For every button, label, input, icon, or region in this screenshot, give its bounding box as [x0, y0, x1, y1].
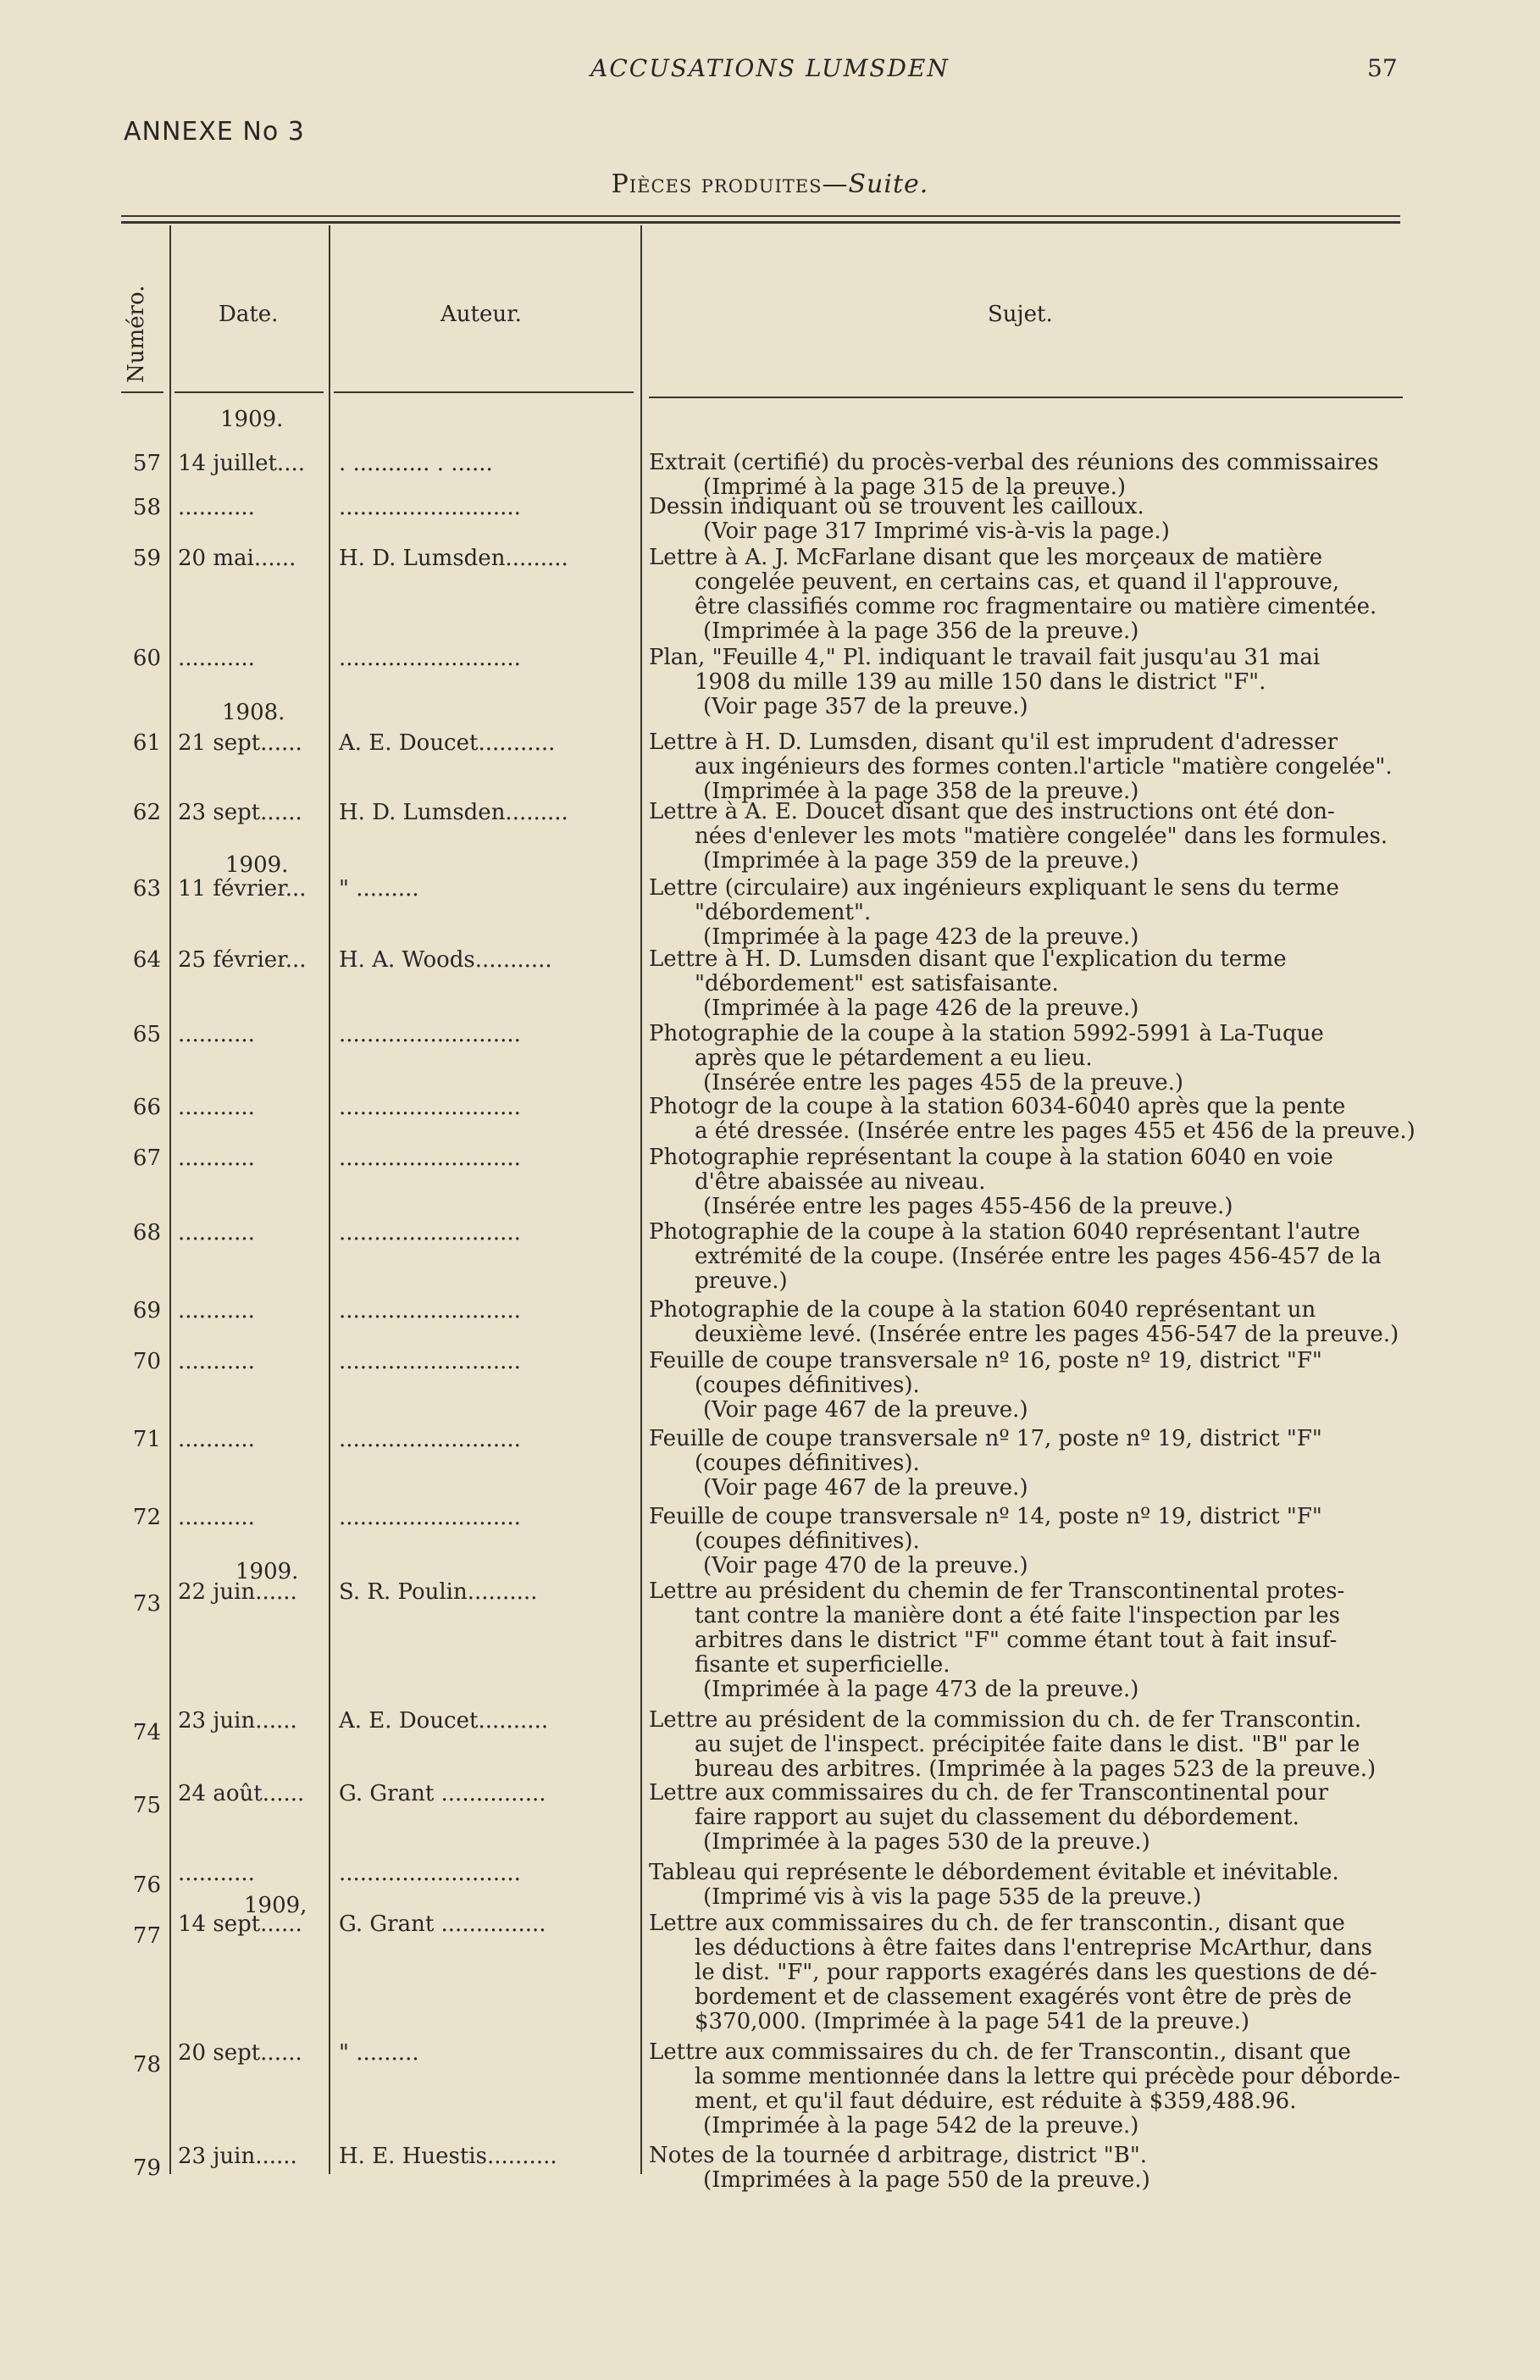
row-date: ...........: [178, 495, 255, 520]
row-author: ..........................: [339, 1505, 521, 1530]
subject-line: congelée peuvent, en certains cas, et quand il l'approuve,: [695, 569, 1340, 595]
row-number: 69: [132, 1298, 161, 1323]
auteur-header: Auteur.: [440, 302, 522, 327]
row-number: 58: [132, 495, 161, 520]
row-date: ...........: [178, 1220, 255, 1245]
row-number: 68: [132, 1220, 161, 1245]
subject-line: (Imprimé vis à vis la page 535 de la preuve.): [703, 1884, 1202, 1910]
row-subject: [649, 1708, 1376, 1782]
subtitle-main: Pièces produites—: [611, 169, 849, 199]
row-date: 23 juin......: [178, 2144, 297, 2169]
row-author: A. E. Doucet...........: [339, 730, 556, 756]
row-author: S. R. Poulin..........: [339, 1579, 538, 1605]
row-number: 75: [132, 1793, 161, 1818]
subject-line: Photographie représentant la coupe à la station 6040 en voie: [649, 1145, 1333, 1170]
subject-line: preuve.): [695, 1268, 788, 1294]
subject-line: Lettre au président de la commission du ch. de fer Transcontin.: [649, 1707, 1362, 1733]
subject-line: au sujet de l'inspect. précipitée faite dans le dist. "B" par le: [695, 1732, 1360, 1757]
row-date: ...........: [178, 1427, 255, 1452]
row-author: " .........: [339, 2040, 419, 2066]
row-author: ..........................: [339, 1022, 521, 1047]
subject-line: "débordement" est satisfaisante.: [695, 971, 1059, 996]
row-author: G. Grant ...............: [339, 1781, 546, 1806]
subject-line: (Imprimée à la page 359 de la preuve.): [703, 848, 1139, 874]
date-header: Date.: [219, 302, 279, 327]
row-subject: [649, 546, 1377, 644]
row-subject: [649, 876, 1339, 950]
header-rule-num: [121, 391, 163, 393]
subject-line: (Voir page 470 de la preuve.): [703, 1553, 1028, 1578]
table-subtitle: [0, 169, 1540, 199]
subject-line: Photogr de la coupe à la station 6034-6040 après que la pente: [649, 1094, 1346, 1119]
subject-line: $370,000. (Imprimée à la page 541 de la preuve.): [695, 2009, 1249, 2034]
annex-label: ANNEXE No 3: [124, 117, 305, 147]
row-subject: [649, 1298, 1399, 1347]
row-number: 73: [132, 1591, 161, 1617]
subject-line: (Imprimée à la pages 530 de la preuve.): [703, 1829, 1150, 1855]
row-subject: [649, 730, 1393, 804]
subject-line: Lettre au président du chemin de fer Transcontinental protes-: [649, 1578, 1345, 1604]
row-number: 64: [132, 947, 161, 973]
subject-line: 1908 du mille 139 au mille 150 dans le district "F".: [695, 669, 1266, 695]
row-date: 25 février...: [178, 947, 307, 973]
row-author: H. E. Huestis..........: [339, 2144, 557, 2169]
subject-line: Plan, "Feuille 4," Pl. indiquant le travail fait jusqu'au 31 mai: [649, 645, 1321, 670]
row-date: 23 juin......: [178, 1708, 297, 1734]
subject-line: Photographie de la coupe à la station 6040 représentant un: [649, 1297, 1316, 1323]
row-number: 76: [132, 1872, 161, 1898]
row-number: 59: [132, 546, 161, 571]
col-line-3: [640, 225, 642, 2174]
subject-line: a été dressée. (Insérée entre les pages 455 et 456 de la preuve.): [695, 1118, 1415, 1144]
subject-line: extrémité de la coupe. (Insérée entre les pages 456-457 de la: [695, 1244, 1382, 1269]
subject-line: la somme mentionnée dans la lettre qui précède pour déborde-: [695, 2064, 1401, 2089]
row-subject: [649, 495, 1170, 544]
row-number: 67: [132, 1146, 161, 1171]
subject-line: Extrait (certifié) du procès-verbal des réunions des commissaires: [649, 450, 1379, 475]
subject-line: Lettre à H. D. Lumsden, disant qu'il est imprudent d'adresser: [649, 730, 1338, 755]
subject-line: (Voir page 467 de la preuve.): [703, 1397, 1028, 1423]
row-author: H. A. Woods...........: [339, 947, 552, 973]
row-date: ...........: [178, 1861, 255, 1886]
sujet-header: Sujet.: [988, 302, 1053, 327]
row-subject: [649, 2040, 1400, 2139]
row-author: " .........: [339, 876, 419, 902]
subject-line: (Insérée entre les pages 455 de la preuve.): [703, 1070, 1184, 1096]
row-date: 22 juin......: [178, 1579, 297, 1605]
subject-line: après que le pétardement a eu lieu.: [695, 1046, 1093, 1071]
row-author: ..........................: [339, 495, 521, 520]
subject-line: fisante et superficielle.: [695, 1652, 950, 1678]
subject-line: Lettre à A. J. McFarlane disant que les morçeaux de matière: [649, 545, 1323, 570]
row-subject: [649, 1427, 1322, 1501]
subject-line: bordement et de classement exagérés vont être de près de: [695, 1984, 1352, 2010]
row-date: ...........: [178, 1146, 255, 1171]
subject-line: Lettre aux commissaires du ch. de fer transcontin., disant que: [649, 1911, 1345, 1936]
subject-line: (Voir page 317 Imprimé vis-à-vis la page.): [703, 519, 1170, 544]
subject-line: Lettre (circulaire) aux ingénieurs expliquant le sens du terme: [649, 875, 1339, 901]
subject-line: (coupes définitives).: [695, 1373, 920, 1398]
row-subject: [649, 2144, 1150, 2193]
subject-line: (Insérée entre les pages 455-456 de la preuve.): [703, 1194, 1233, 1219]
subject-line: (Imprimée à la page 356 de la preuve.): [703, 619, 1139, 644]
subject-line: Tableau qui représente le débordement évitable et inévitable.: [649, 1860, 1339, 1885]
subject-line: bureau des arbitres. (Imprimée à la pages 523 de la preuve.): [695, 1756, 1377, 1782]
numero-header: Numéro.: [124, 285, 149, 383]
subject-line: nées d'enlever les mots "matière congelée" dans les formules.: [695, 824, 1388, 849]
row-number: 60: [132, 646, 161, 671]
row-subject: [649, 1505, 1322, 1578]
row-date: ...........: [178, 1298, 255, 1323]
row-number: 61: [132, 730, 161, 756]
row-date: 24 août......: [178, 1781, 305, 1806]
row-number: 77: [132, 1923, 161, 1949]
row-number: 66: [132, 1095, 161, 1120]
row-date: 21 sept......: [178, 730, 302, 756]
subtitle-italic: Suite.: [848, 169, 929, 199]
header-rule-subject: [649, 397, 1403, 398]
subject-line: (coupes définitives).: [695, 1451, 920, 1476]
row-author: ..........................: [339, 1220, 521, 1245]
col-line-1: [169, 225, 171, 2174]
row-subject: [649, 451, 1379, 500]
header-rule-date: [174, 391, 324, 393]
subject-line: "débordement".: [695, 900, 872, 925]
row-number: 71: [132, 1427, 161, 1452]
subject-line: faire rapport au sujet du classement du débordement.: [695, 1805, 1299, 1830]
row-date: ...........: [178, 646, 255, 671]
row-number: 79: [132, 2155, 161, 2181]
row-date: 14 juillet....: [178, 451, 305, 476]
subject-line: Lettre aux commissaires du ch. de fer Transcontinental pour: [649, 1780, 1329, 1806]
row-author: ..........................: [339, 1298, 521, 1323]
subject-line: (Imprimée à la page 423 de la preuve.): [703, 924, 1139, 950]
subject-line: (coupes définitives).: [695, 1528, 920, 1554]
row-subject: [649, 1095, 1415, 1144]
row-subject: [649, 1781, 1328, 1855]
row-date: 14 sept......: [178, 1911, 302, 1937]
subject-line: d'être abaissée au niveau.: [695, 1169, 986, 1195]
row-author: H. D. Lumsden.........: [339, 546, 568, 571]
row-subject: [649, 1220, 1382, 1294]
year-label: 1909.: [235, 1559, 299, 1584]
subject-line: Photographie de la coupe à la station 5992-5991 à La-Tuque: [649, 1021, 1324, 1046]
row-date: 20 sept......: [178, 2040, 302, 2066]
row-number: 62: [132, 800, 161, 825]
row-author: ..........................: [339, 1095, 521, 1120]
top-rule-2: [121, 221, 1400, 224]
subject-line: Feuille de coupe transversale nº 16, poste nº 19, district "F": [649, 1348, 1322, 1373]
row-author: ..........................: [339, 1349, 521, 1374]
row-author: ..........................: [339, 646, 521, 671]
row-author: . ........... . ......: [339, 451, 493, 476]
row-date: ...........: [178, 1505, 255, 1530]
row-author: H. D. Lumsden.........: [339, 800, 568, 825]
subject-line: être classifiés comme roc fragmentaire ou matière cimentée.: [695, 594, 1377, 619]
row-subject: [649, 646, 1320, 719]
row-number: 65: [132, 1022, 161, 1047]
year-label: 1908.: [222, 700, 285, 725]
subject-line: Dessin indiquant où se trouvent les cailloux.: [649, 494, 1144, 519]
row-number: 57: [132, 451, 161, 476]
subject-line: Lettre à H. D. Lumsden disant que l'explication du terme: [649, 946, 1287, 972]
subject-line: (Imprimées à la page 550 de la preuve.): [703, 2167, 1150, 2193]
row-subject: [649, 1022, 1324, 1096]
subject-line: ment, et qu'il faut déduire, est réduite à $359,488.96.: [695, 2089, 1297, 2114]
row-date: 23 sept......: [178, 800, 302, 825]
col-line-2: [329, 225, 330, 2174]
subject-line: (Voir page 357 de la preuve.): [703, 694, 1028, 719]
row-date: ...........: [178, 1022, 255, 1047]
subject-line: Feuille de coupe transversale nº 14, poste nº 19, district "F": [649, 1504, 1322, 1529]
subject-line: aux ingénieurs des formes conten.l'article "matière congelée".: [695, 754, 1393, 779]
row-subject: [649, 1349, 1322, 1423]
subject-line: Lettre aux commissaires du ch. de fer Transcontin., disant que: [649, 2039, 1351, 2065]
subject-line: Notes de la tournée d arbitrage, district "B".: [649, 2143, 1148, 2168]
row-date: ...........: [178, 1095, 255, 1120]
row-number: 74: [132, 1720, 161, 1745]
running-title: ACCUSATIONS LUMSDEN: [590, 54, 950, 82]
year-label: 1909.: [220, 407, 284, 432]
row-date: ...........: [178, 1349, 255, 1374]
row-subject: [649, 800, 1388, 874]
subject-line: deuxième levé. (Insérée entre les pages 456-547 de la preuve.): [695, 1322, 1399, 1347]
row-number: 70: [132, 1349, 161, 1374]
subject-line: le dist. "F", pour rapports exagérés dans les questions de dé-: [695, 1960, 1377, 1985]
year-label: 1909,: [244, 1893, 307, 1918]
row-author: A. E. Doucet..........: [339, 1708, 549, 1734]
row-number: 78: [132, 2052, 161, 2078]
row-author: G. Grant ...............: [339, 1911, 546, 1937]
page-number: 57: [1367, 54, 1398, 82]
subject-line: (Imprimée à la page 473 de la preuve.): [703, 1677, 1139, 1702]
row-author: ..........................: [339, 1146, 521, 1171]
subject-line: (Imprimée à la page 542 de la preuve.): [703, 2113, 1139, 2139]
row-number: 63: [132, 876, 161, 902]
subject-line: (Voir page 467 de la preuve.): [703, 1475, 1028, 1501]
subject-line: (Imprimé à la page 315 de la preuve.): [703, 474, 1127, 500]
subject-line: Lettre à A. E. Doucet disant que des instructions ont été don-: [649, 799, 1335, 824]
row-author: ..........................: [339, 1427, 521, 1452]
row-subject: [649, 1861, 1339, 1910]
row-subject: [649, 1579, 1344, 1702]
row-subject: [649, 947, 1287, 1021]
row-subject: [649, 1911, 1377, 2034]
row-author: ..........................: [339, 1861, 521, 1886]
top-rule-1: [121, 215, 1400, 217]
subject-line: Photographie de la coupe à la station 6040 représentant l'autre: [649, 1219, 1360, 1245]
row-number: 72: [132, 1505, 161, 1530]
row-date: 20 mai......: [178, 546, 296, 571]
subject-line: (Imprimée à la page 358 de la preuve.): [703, 779, 1139, 804]
year-label: 1909.: [225, 852, 289, 878]
header-rule-author: [334, 391, 634, 393]
subject-line: Feuille de coupe transversale nº 17, poste nº 19, district "F": [649, 1426, 1322, 1451]
subject-line: (Imprimée à la page 426 de la preuve.): [703, 996, 1139, 1021]
subject-line: les déductions à être faites dans l'entreprise McArthur, dans: [695, 1935, 1373, 1961]
row-subject: [649, 1146, 1333, 1219]
subject-line: arbitres dans le district "F" comme étant tout à fait insuf-: [695, 1628, 1338, 1653]
row-date: 11 février...: [178, 876, 307, 902]
subject-line: tant contre la manière dont a été faite l'inspection par les: [695, 1603, 1340, 1628]
